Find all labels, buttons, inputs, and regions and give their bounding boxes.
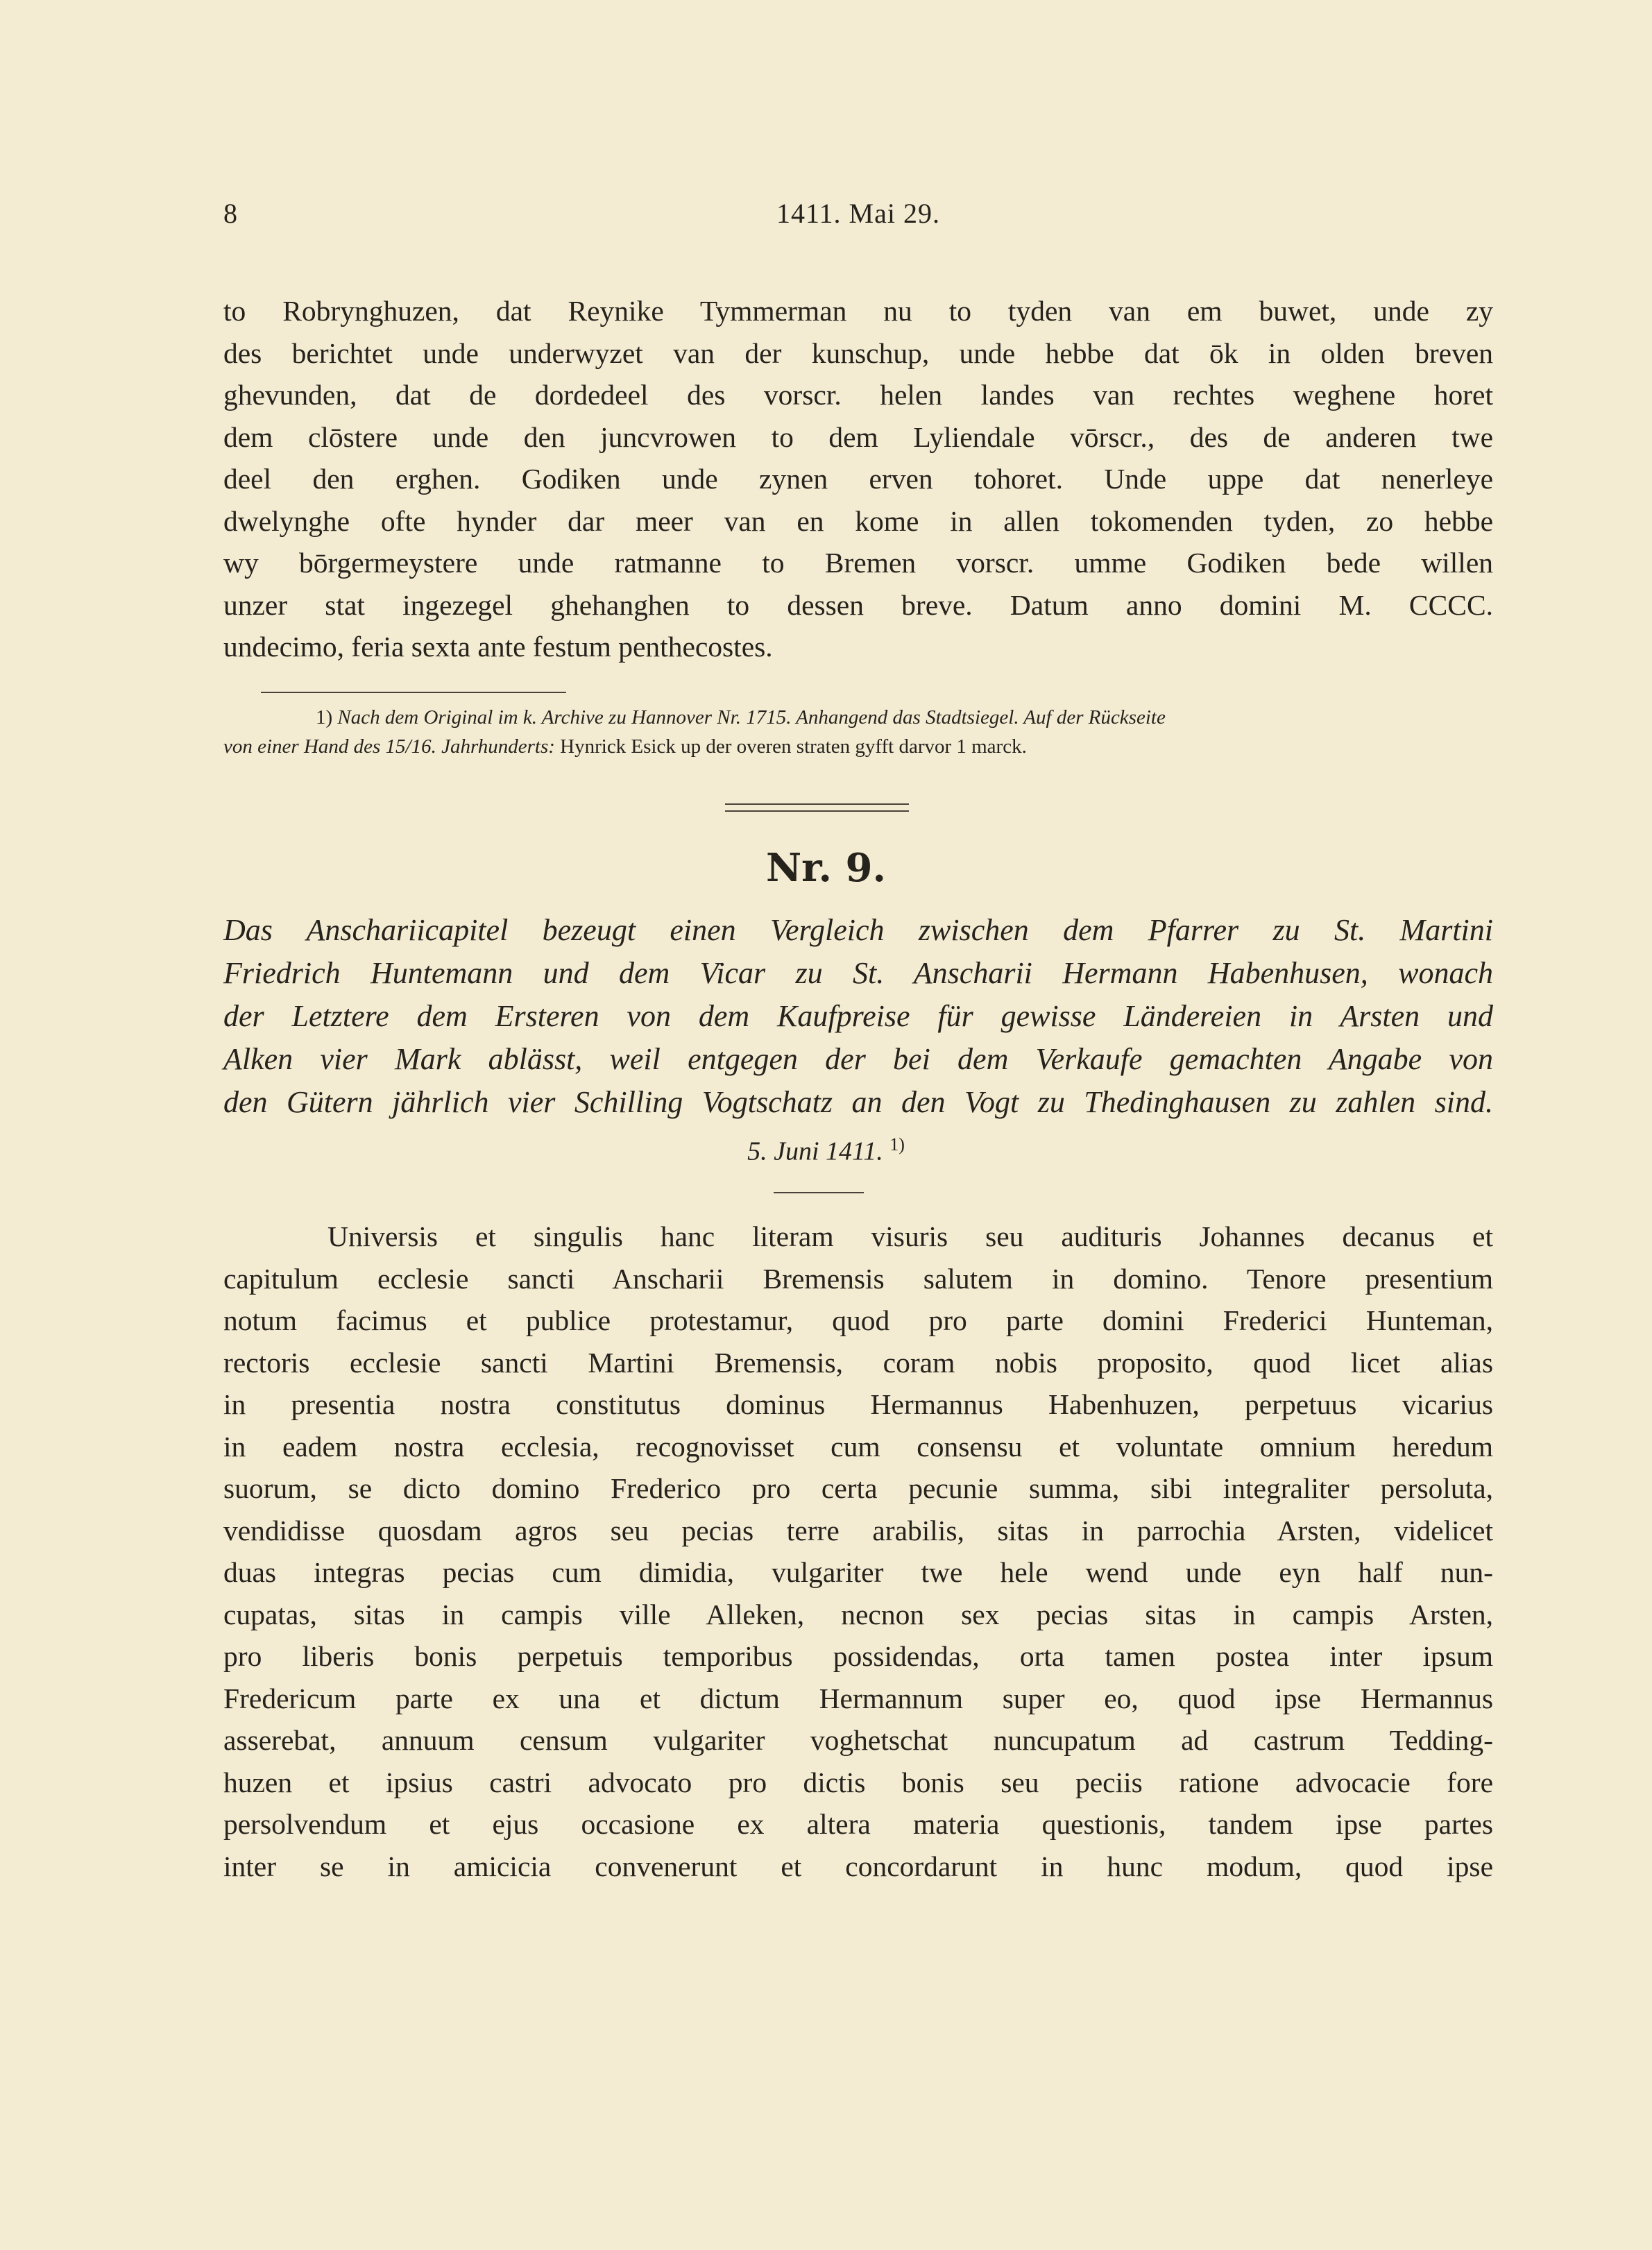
footnote-line-2 (223, 732, 1340, 761)
page-number: 8 (223, 198, 237, 229)
intro-line: ghevunden, dat de dordedeel des vorscr. helen landes van rechtes weghene horet (223, 379, 1493, 411)
charter-line: duas integras pecias cum dimidia, vulgariter twe hele wend unde eyn half nun- (223, 1556, 1493, 1588)
intro-line: unzer stat ingezegel ghehanghen to dessen breve. Datum anno domini M. CCCC. (223, 588, 1493, 621)
document-date-text: 5. Juni 1411. (747, 1136, 883, 1166)
regest-line: den Gütern jährlich vier Schilling Vogtschatz an den Vogt zu Thedinghausen zu zahlen sind. (223, 1085, 1493, 1119)
footnote-source: Nach dem Original im k. Archive zu Hannover Nr. 1715. Anhangend das Stadtsiegel. Auf der Rückseite (337, 706, 1166, 728)
page-header (223, 197, 1493, 246)
intro-line: dem clōstere unde den juncvrowen to dem Lyliendale vōrscr., des de anderen twe (223, 420, 1493, 453)
charter-line: suorum, se dicto domino Frederico pro certa pecunie summa, sibi integraliter persoluta, (223, 1472, 1493, 1504)
charter-line: notum facimus et publice protestamur, quod pro parte domini Frederici Hunteman, (223, 1304, 1493, 1336)
charter-line: in presentia nostra constitutus dominus Hermannus Habenhuzen, perpetuus vicarius (223, 1388, 1493, 1420)
charter-line: Fredericum parte ex una et dictum Hermannum super eo, quod ipse Hermannus (223, 1682, 1493, 1714)
charter-line: Universis et singulis hanc literam visuris seu audituris Johannes decanus et (327, 1220, 1493, 1252)
intro-line: wy bōrgermeystere unde ratmanne to Bremen vorscr. umme Godiken bede willen (223, 547, 1493, 579)
section-divider (725, 803, 909, 812)
charter-line: inter se in amicicia convenerunt et concordarunt in hunc modum, quod ipse (223, 1850, 1493, 1882)
intro-line: undecimo, feria sexta ante festum penthecostes. (223, 631, 773, 663)
intro-line: dwelynghe ofte hynder dar meer van en kome in allen tokomenden tyden, zo hebbe (223, 504, 1493, 537)
date-rule (774, 1192, 864, 1193)
charter-line: in eadem nostra ecclesia, recognovisset cum consensu et voluntate omnium heredum (223, 1430, 1493, 1463)
charter-line: rectoris ecclesie sancti Martini Bremensis, coram nobis proposito, quod licet alias (223, 1346, 1493, 1379)
footnote-line-1 (223, 703, 1340, 732)
footnote-hand: von einer Hand des 15/16. Jahrhunderts: (223, 735, 555, 758)
charter-line: huzen et ipsius castri advocato pro dictis bonis seu peciis ratione advocacie fore (223, 1766, 1493, 1798)
footnote (223, 703, 1340, 761)
regest-line: Das Anschariicapitel bezeugt einen Vergleich zwischen dem Pfarrer zu St. Martini (223, 913, 1493, 947)
document-number: Nr. 9. (765, 845, 886, 891)
charter-line: persolvendum et ejus occasione ex altera materia questionis, tandem ipse partes (223, 1808, 1493, 1840)
running-head-date: 1411. Mai 29. (776, 198, 940, 229)
charter-line: pro liberis bonis perpetuis temporibus possidendas, orta tamen postea inter ipsum (223, 1640, 1493, 1672)
charter-line: vendidisse quosdam agros seu pecias terre arabilis, sitas in parrochia Arsten, videlicet (223, 1514, 1493, 1546)
regest-line: der Letztere dem Ersteren von dem Kaufpreise für gewisse Ländereien in Arsten und (223, 999, 1493, 1033)
charter-line: capitulum ecclesie sancti Anscharii Bremensis salutem in domino. Tenore presentium (223, 1262, 1493, 1295)
document-date (0, 1134, 1652, 1167)
intro-line: to Robrynghuzen, dat Reynike Tymmerman nu to tyden van em buwet, unde zy (223, 295, 1493, 327)
footnote-rule (261, 692, 566, 693)
charter-line: cupatas, sitas in campis ville Alleken, necnon sex pecias sitas in campis Arsten, (223, 1598, 1493, 1630)
footnote-marker: 1) (316, 706, 333, 728)
regest-line: Alken vier Mark ablässt, weil entgegen der bei dem Verkaufe gemachten Angabe von (223, 1042, 1493, 1076)
intro-line: des berichtet unde underwyzet van der kunschup, unde hebbe dat ōk in olden breven (223, 336, 1493, 369)
charter-line: asserebat, annuum censum vulgariter voghetschat nuncupatum ad castrum Tedding- (223, 1724, 1493, 1756)
intro-text (223, 290, 1493, 668)
regest (223, 909, 1493, 1124)
document-date-footnote: 1) (889, 1134, 905, 1154)
charter-text (223, 1216, 1493, 1887)
regest-line: Friedrich Huntemann und dem Vicar zu St. Anscharii Hermann Habenhusen, wonach (223, 956, 1493, 990)
intro-line: deel den erghen. Godiken unde zynen erven tohoret. Unde uppe dat nenerleye (223, 463, 1493, 495)
footnote-dorsal-note: Hynrick Esick up der overen straten gyfft darvor 1 marck. (560, 735, 1027, 758)
